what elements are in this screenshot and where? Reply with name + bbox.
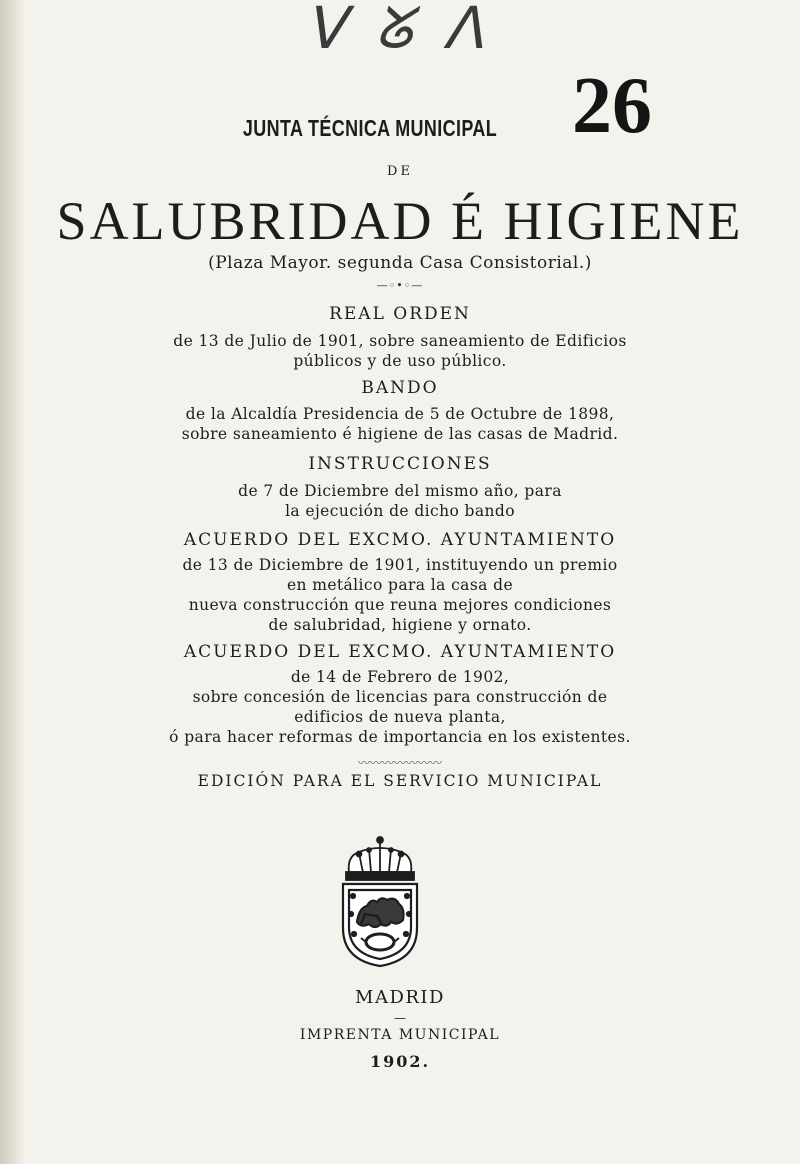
- section-line: de salubridad, higiene y ornato.: [268, 616, 532, 634]
- section-line: sobre saneamiento é higiene de las casas de Madrid.: [181, 425, 619, 443]
- junta-heading: JUNTA TÉCNICA MUNICIPAL: [242, 115, 498, 141]
- crown-icon: [346, 837, 414, 880]
- ornament-divider: —◦•◦—: [376, 279, 424, 292]
- address-line: (Plaza Mayor. segunda Casa Consistorial.): [208, 253, 592, 273]
- coat-of-arms-icon: [337, 834, 423, 970]
- page-number: 26: [572, 62, 652, 150]
- de-label: DE: [387, 164, 413, 179]
- edition-line: EDICIÓN PARA EL SERVICIO MUNICIPAL: [197, 772, 603, 790]
- section-line: ó para hacer reformas de importancia en los existentes.: [169, 728, 631, 746]
- document-title: SALUBRIDAD É HIGIENE: [56, 191, 744, 251]
- section-line: nueva construcción que reuna mejores condiciones: [188, 596, 612, 614]
- section-line: sobre concesión de licencias para construcción de: [192, 688, 608, 706]
- handwritten-mark: ᐯ ᘜ ᐱ: [305, 0, 489, 62]
- section-heading: REAL ORDEN: [329, 304, 471, 324]
- section-line: en metálico para la casa de: [286, 576, 514, 594]
- publication-year: 1902.: [369, 1052, 431, 1071]
- section-line: de la Alcaldía Presidencia de 5 de Octubre de 1898,: [185, 405, 615, 423]
- footer-dash: —: [394, 1011, 406, 1025]
- section-line: públicos y de uso público.: [293, 352, 507, 370]
- section-line: de 14 de Febrero de 1902,: [290, 668, 510, 686]
- section-heading: ACUERDO DEL EXCMO. AYUNTAMIENTO: [183, 530, 617, 550]
- section-heading: INSTRUCCIONES: [308, 454, 492, 474]
- section-heading: ACUERDO DEL EXCMO. AYUNTAMIENTO: [183, 642, 617, 662]
- wave-divider: 〰〰〰〰〰〰〰: [357, 756, 442, 770]
- section-line: la ejecución de dicho bando: [285, 502, 515, 520]
- section-line: de 13 de Julio de 1901, sobre saneamiento de Edificios: [173, 332, 627, 350]
- city-name: MADRID: [355, 987, 445, 1008]
- section-line: edificios de nueva planta,: [294, 708, 506, 726]
- section-line: de 13 de Diciembre de 1901, instituyendo un premio: [182, 556, 618, 574]
- printer-name: IMPRENTA MUNICIPAL: [299, 1027, 501, 1043]
- shield-body: [343, 884, 417, 966]
- section-line: de 7 de Diciembre del mismo año, para: [238, 482, 562, 500]
- section-heading: BANDO: [361, 378, 439, 398]
